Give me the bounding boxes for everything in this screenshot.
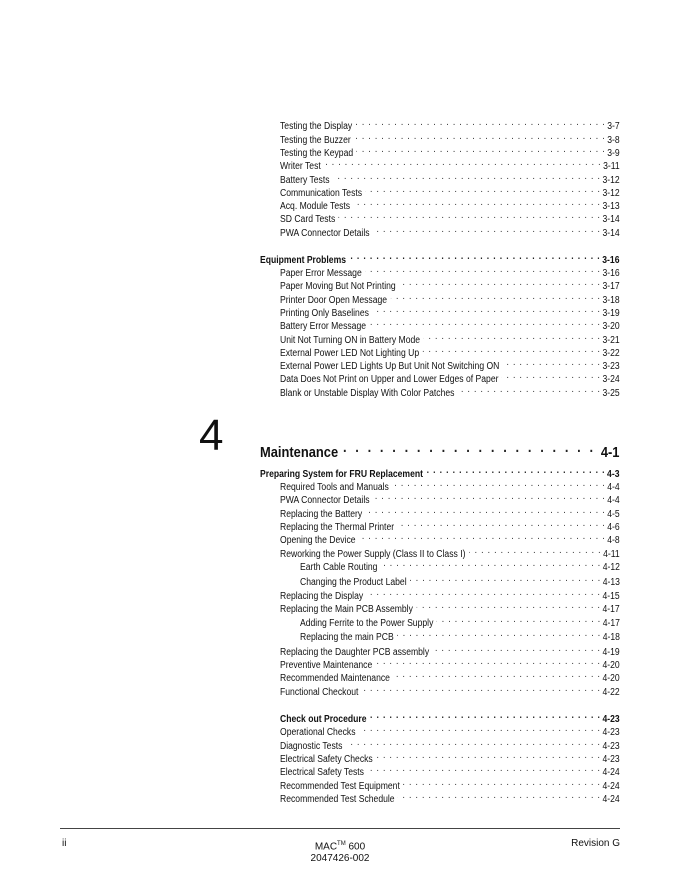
dot-leader [366, 505, 606, 517]
toc-entry-page: 4-24 [602, 781, 620, 792]
toc-entry-title: Changing the Product Label [300, 577, 407, 588]
toc-entry-page: 4-15 [602, 591, 620, 602]
toc-entry-title: Diagnostic Tests [280, 741, 343, 752]
dot-leader [346, 737, 601, 749]
dot-leader [333, 171, 601, 183]
toc-entry-page: 3-14 [602, 214, 620, 225]
toc-entry-title: Paper Error Message [280, 268, 362, 279]
toc-entry-page: 4-23 [602, 741, 620, 752]
dot-leader [423, 344, 601, 356]
toc-entry-title: Check out Procedure [280, 714, 367, 725]
dot-leader [373, 491, 606, 503]
dot-leader [376, 656, 601, 668]
toc-entry-title: Recommended Maintenance [280, 673, 390, 684]
footer-divider [60, 828, 620, 829]
toc-entry-title: Functional Checkout [280, 687, 359, 698]
toc-entry-page: 4-13 [602, 577, 620, 588]
dot-leader [393, 669, 600, 681]
footer-revision: Revision G [571, 838, 620, 849]
toc-entry-page: 4-23 [602, 754, 620, 765]
toc-entry-title: Replacing the Display [280, 591, 364, 602]
dot-leader [369, 317, 600, 329]
dot-leader [367, 587, 601, 599]
toc-entry-title: Maintenance [260, 444, 339, 461]
dot-leader [502, 370, 601, 382]
dot-leader [376, 750, 601, 762]
toc-entry-page: 4-3 [607, 469, 620, 480]
toc-subentry[interactable] [300, 628, 620, 644]
dot-leader [399, 277, 601, 289]
dot-leader [391, 291, 601, 303]
toc-entry-page: 4-4 [607, 495, 620, 506]
toc-entry-page: 3-20 [602, 321, 620, 332]
toc-entry-page: 3-23 [602, 361, 620, 372]
toc-entry-page: 4-11 [603, 549, 620, 560]
trademark-mark: TM [337, 841, 346, 847]
dot-leader [381, 558, 601, 570]
toc-subentry[interactable] [300, 558, 620, 574]
toc-entry-title: Unit Not Turning ON in Battery Mode [280, 335, 421, 346]
toc-entry-title: Electrical Safety Checks [280, 754, 373, 765]
toc-entry-title: Operational Checks [280, 727, 356, 738]
toc-entry-title: Reworking the Power Supply (Class II to Class I) [280, 549, 466, 560]
dot-leader [349, 251, 600, 263]
dot-leader [370, 710, 601, 722]
toc-entry-title: Preventive Maintenance [280, 660, 373, 671]
toc-entry-title: Writer Test [280, 161, 321, 172]
toc-entry-title: Electrical Safety Tests [280, 767, 364, 778]
toc-entry-title: Communication Tests [280, 188, 363, 199]
toc-entry-page: 4-22 [602, 687, 620, 698]
product-model: 600 [348, 841, 366, 853]
toc-entry-page: 4-19 [602, 647, 620, 658]
toc-entry-title: Battery Tests [280, 175, 330, 186]
toc-entry-title: Earth Cable Routing [300, 562, 378, 573]
toc-entry-title: Recommended Test Schedule [280, 794, 395, 805]
toc-entry-title: Data Does Not Print on Upper and Lower Edges of Paper [280, 374, 499, 385]
footer-product [290, 838, 390, 865]
dot-leader [392, 478, 605, 490]
toc-entry-title: Opening the Device [280, 535, 356, 546]
toc-entry-page: 3-19 [602, 308, 620, 319]
toc-entry-title: External Power LED Not Lighting Up [280, 348, 420, 359]
toc-entry-page: 4-17 [602, 618, 620, 629]
dot-leader [403, 777, 600, 789]
toc-entry-page: 3-25 [602, 388, 620, 399]
dot-leader [469, 545, 602, 557]
toc-entry[interactable] [280, 224, 620, 240]
toc-entry-title: Printing Only Baselines [280, 308, 369, 319]
toc-entry-page: 3-13 [602, 201, 620, 212]
toc-entry-page: 4-24 [602, 794, 620, 805]
chapter-number: 4 [199, 411, 224, 460]
dot-leader [373, 224, 601, 236]
dot-leader [398, 790, 601, 802]
dot-leader [433, 643, 601, 655]
toc-entry-title: Testing the Buzzer [280, 135, 351, 146]
dot-leader [342, 439, 596, 457]
toc-entry-page: 3-9 [607, 148, 620, 159]
toc-entry-title: Equipment Problems [260, 255, 347, 266]
footer-page-number: ii [62, 838, 67, 849]
dot-leader [357, 144, 606, 156]
toc-entry-page: 3-21 [602, 335, 620, 346]
toc-entry-page: 3-24 [602, 374, 620, 385]
dot-leader [365, 264, 601, 276]
toc-entry-title: Testing the Display [280, 121, 353, 132]
toc-entry-page: 3-22 [602, 348, 620, 359]
toc-entry-page: 4-20 [602, 660, 620, 671]
dot-leader [354, 131, 605, 143]
dot-leader [437, 614, 601, 626]
toc-entry-title: Replacing the Battery [280, 509, 363, 520]
toc-entry-page: 4-20 [602, 673, 620, 684]
toc-entry-page: 3-12 [602, 175, 620, 186]
toc-entry-page: 3-11 [603, 161, 620, 172]
toc-entry[interactable] [280, 790, 620, 806]
dot-leader [372, 304, 600, 316]
toc-entry-title: Replacing the main PCB [300, 632, 394, 643]
toc-entry-page: 4-8 [607, 535, 620, 546]
dot-leader [339, 210, 601, 222]
toc-entry-title: Replacing the Daughter PCB assembly [280, 647, 430, 658]
toc-entry[interactable] [280, 683, 620, 699]
dot-leader [367, 763, 600, 775]
dot-leader [366, 184, 601, 196]
toc-entry-page: 4-18 [602, 632, 620, 643]
toc-entry-title: Replacing the Thermal Printer [280, 522, 395, 533]
toc-entry-title: Acq. Module Tests [280, 201, 351, 212]
toc-entry-page: 3-14 [602, 228, 620, 239]
toc-entry-page: 4-23 [602, 727, 620, 738]
dot-leader [324, 157, 601, 169]
product-name: MAC [314, 841, 338, 853]
toc-entry[interactable] [280, 384, 620, 400]
dot-leader [458, 384, 601, 396]
toc-entry-page: 4-17 [602, 604, 620, 615]
toc-entry-page: 4-1 [600, 444, 620, 461]
toc-entry-page: 3-17 [602, 281, 620, 292]
toc-entry-page: 3-18 [602, 295, 620, 306]
dot-leader [423, 331, 600, 343]
toc-entry-page: 4-5 [607, 509, 620, 520]
toc-entry-page: 4-24 [602, 767, 620, 778]
dot-leader [410, 573, 601, 585]
document-number: 2047426-002 [310, 853, 370, 865]
toc-entry-page: 3-16 [602, 255, 620, 266]
toc-entry-title: Adding Ferrite to the Power Supply [300, 618, 434, 629]
toc-entry-page: 3-12 [602, 188, 620, 199]
dot-leader [354, 197, 601, 209]
toc-entry-title: Paper Moving But Not Printing [280, 281, 396, 292]
dot-leader [397, 628, 601, 640]
toc-entry-title: Blank or Unstable Display With Color Patches [280, 388, 455, 399]
toc-entry-page: 4-6 [607, 522, 620, 533]
toc-entry-title: Replacing the Main PCB Assembly [280, 604, 413, 615]
toc-entry-page: 3-8 [607, 135, 620, 146]
toc-entry-page: 4-4 [607, 482, 620, 493]
toc-entry-title: SD Card Tests [280, 214, 336, 225]
dot-leader [356, 117, 606, 129]
toc-entry-page: 3-7 [607, 121, 620, 132]
toc-entry-title: PWA Connector Details [280, 228, 370, 239]
toc-entry-page: 4-23 [602, 714, 620, 725]
toc-entry-title: Testing the Keypad [280, 148, 354, 159]
toc-entry-title: Required Tools and Manuals [280, 482, 389, 493]
dot-leader [416, 600, 600, 612]
toc-entry-title: Preparing System for FRU Replacement [260, 469, 423, 480]
toc-entry-title: External Power LED Lights Up But Unit Not Switching ON [280, 361, 500, 372]
dot-leader [503, 357, 601, 369]
toc-entry-title: Recommended Test Equipment [280, 781, 400, 792]
dot-leader [426, 465, 605, 477]
toc-entry-page: 3-16 [602, 268, 620, 279]
dot-leader [362, 683, 601, 695]
dot-leader [398, 518, 606, 530]
toc-entry-title: PWA Connector Details [280, 495, 370, 506]
dot-leader [359, 531, 606, 543]
toc-entry-title: Battery Error Message [280, 321, 367, 332]
toc-chapter-entry[interactable] [260, 439, 619, 462]
toc-entry-title: Printer Door Open Message [280, 295, 388, 306]
dot-leader [359, 723, 601, 735]
toc-entry-page: 4-12 [602, 562, 620, 573]
